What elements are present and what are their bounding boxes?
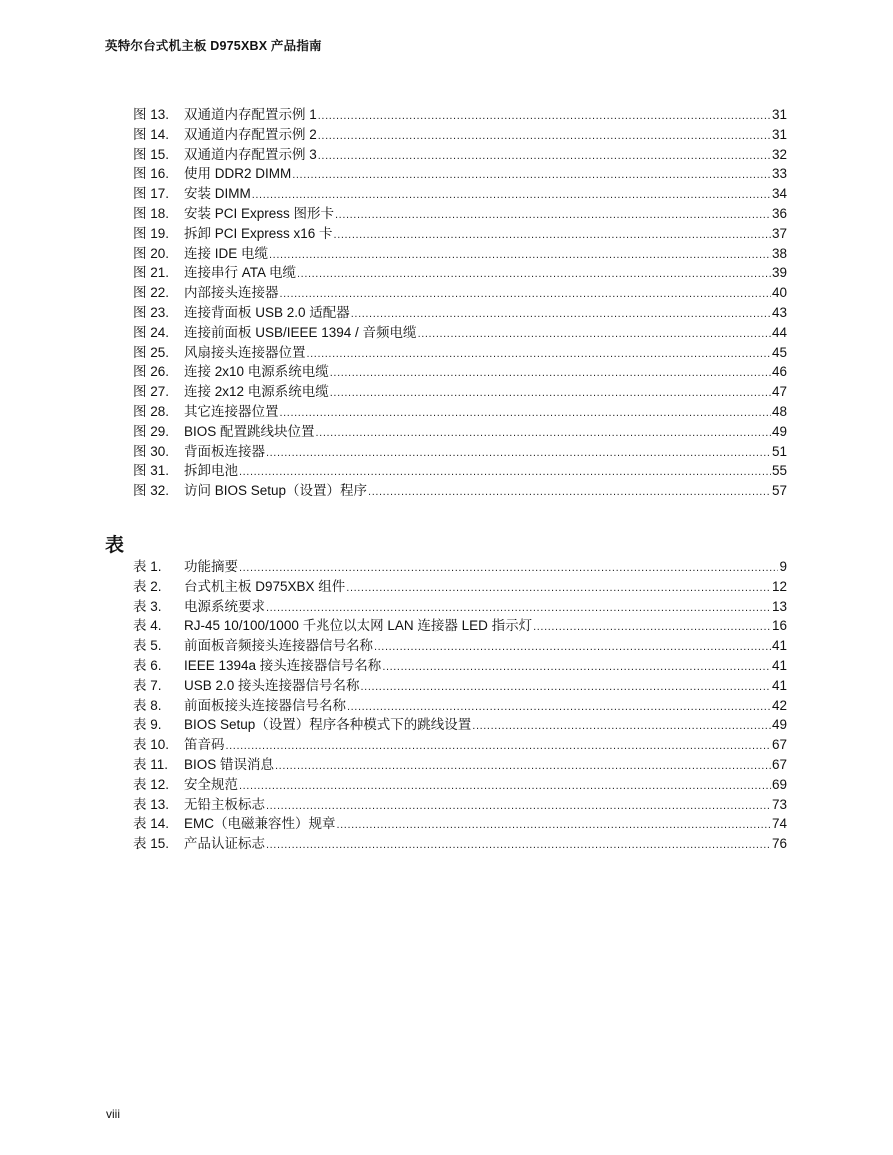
entry-number: 图 13. — [133, 107, 170, 122]
figure-entry[interactable] — [133, 422, 787, 442]
dot-leader — [533, 618, 771, 638]
entry-title: BIOS 配置跳线块位置 — [184, 423, 315, 439]
entry-title: 拆卸电池 — [184, 463, 238, 479]
table-entry[interactable] — [133, 755, 787, 775]
entry-number: 图 20. — [133, 245, 170, 261]
figure-entry[interactable] — [133, 402, 787, 422]
entry-title: 功能摘要 — [184, 559, 238, 574]
entry-page-number: 31 — [771, 126, 787, 142]
entry-number: 图 19. — [133, 225, 170, 241]
entry-title: 产品认证标志 — [184, 836, 265, 852]
entry-number: 表 8. — [133, 697, 162, 713]
figure-entry[interactable] — [133, 442, 787, 462]
entry-page-number: 41 — [771, 638, 787, 654]
figure-entry[interactable] — [133, 125, 787, 145]
table-entry[interactable] — [133, 814, 787, 834]
entry-page-number: 57 — [771, 483, 787, 499]
entry-number: 表 1. — [133, 559, 162, 574]
entry-page-number: 38 — [771, 245, 787, 261]
entry-page-number: 67 — [771, 756, 787, 772]
entry-number: 图 30. — [133, 443, 170, 459]
entry-title: 前面板音频接头连接器信号名称 — [184, 638, 373, 654]
table-entry[interactable] — [133, 597, 787, 617]
table-entry[interactable] — [133, 795, 787, 815]
entry-number: 表 6. — [133, 657, 162, 673]
table-entry[interactable] — [133, 676, 787, 696]
entry-title: 安装 PCI Express 图形卡 — [184, 205, 335, 221]
entry-page-number: 49 — [771, 423, 787, 439]
entry-page-number: 33 — [771, 166, 787, 182]
entry-number: 图 17. — [133, 186, 170, 202]
entry-title: BIOS Setup（设置）程序各种模式下的跳线设置 — [184, 717, 472, 733]
entry-title: 双通道内存配置示例 2 — [184, 126, 317, 142]
table-entry[interactable] — [133, 775, 787, 795]
dot-leader — [266, 444, 771, 464]
entry-page-number: 67 — [771, 737, 787, 753]
figure-entry[interactable] — [133, 481, 787, 501]
entry-number: 图 27. — [133, 384, 170, 400]
entry-title: 其它连接器位置 — [184, 403, 279, 419]
entry-number: 表 13. — [133, 796, 170, 812]
figure-entry[interactable] — [133, 343, 787, 363]
entry-title: 访问 BIOS Setup（设置）程序 — [184, 483, 368, 499]
entry-page-number: 51 — [771, 443, 787, 459]
figure-list — [133, 105, 787, 501]
entry-number: 表 3. — [133, 598, 162, 614]
entry-page-number: 49 — [771, 717, 787, 733]
dot-leader — [472, 717, 771, 737]
entry-page-number: 46 — [771, 364, 787, 380]
entry-title: 连接背面板 USB 2.0 适配器 — [184, 304, 350, 320]
entry-page-number: 41 — [771, 677, 787, 693]
figure-entry[interactable] — [133, 323, 787, 343]
entry-title: BIOS 错误消息 — [184, 756, 275, 772]
dot-leader — [374, 638, 771, 658]
table-entry[interactable] — [133, 577, 787, 597]
running-header: 英特尔台式机主板 D975XBX 产品指南 — [105, 39, 322, 53]
entry-page-number: 69 — [771, 776, 787, 792]
figure-entry[interactable] — [133, 283, 787, 303]
figure-entry[interactable] — [133, 145, 787, 165]
figure-entry[interactable] — [133, 244, 787, 264]
entry-page-number: 73 — [771, 796, 787, 812]
entry-title: 连接前面板 USB/IEEE 1394 / 音频电缆 — [184, 324, 417, 340]
entry-number: 图 32. — [133, 483, 170, 499]
entry-page-number: 13 — [771, 598, 787, 614]
dot-leader — [266, 836, 771, 856]
figure-entry[interactable] — [133, 164, 787, 184]
entry-page-number: 44 — [771, 324, 787, 340]
entry-title: 双通道内存配置示例 1 — [184, 107, 317, 122]
table-entry[interactable] — [133, 735, 787, 755]
entry-number: 表 11. — [133, 756, 169, 772]
entry-page-number: 47 — [771, 384, 787, 400]
entry-page-number: 41 — [771, 657, 787, 673]
dot-leader — [280, 404, 771, 424]
dot-leader — [280, 285, 771, 305]
entry-title: 无铅主板标志 — [184, 796, 265, 812]
entry-title: 使用 DDR2 DIMM — [184, 166, 292, 182]
dot-leader — [226, 737, 771, 757]
entry-title: EMC（电磁兼容性）规章 — [184, 816, 336, 832]
entry-page-number: 31 — [771, 107, 787, 122]
table-entry[interactable] — [133, 636, 787, 656]
entry-number: 表 7. — [133, 677, 162, 693]
figure-entry[interactable] — [133, 303, 787, 323]
entry-title: RJ-45 10/100/1000 千兆位以太网 LAN 连接器 LED 指示灯 — [184, 618, 533, 634]
dot-leader — [330, 364, 771, 384]
entry-title: 背面板连接器 — [184, 443, 265, 459]
dot-leader — [318, 107, 771, 127]
entry-number: 图 26. — [133, 364, 170, 380]
entry-number: 图 14. — [133, 126, 170, 142]
entry-number: 图 25. — [133, 344, 170, 360]
table-list — [133, 557, 787, 854]
dot-leader — [346, 579, 771, 599]
entry-page-number: 40 — [771, 285, 787, 301]
entry-page-number: 34 — [771, 186, 787, 202]
dot-leader — [292, 166, 771, 186]
entry-number: 表 9. — [133, 717, 162, 733]
table-entry[interactable] — [133, 834, 787, 854]
table-entry[interactable] — [133, 616, 787, 636]
entry-title: 连接 IDE 电缆 — [184, 245, 269, 261]
entry-title: IEEE 1394a 接头连接器信号名称 — [184, 657, 382, 673]
entry-number: 表 14. — [133, 816, 170, 832]
entry-page-number: 45 — [771, 344, 787, 360]
dot-leader — [368, 483, 771, 503]
entry-page-number: 55 — [771, 463, 787, 479]
figure-entry[interactable] — [133, 184, 787, 204]
entry-title: 笛音码 — [184, 737, 225, 753]
dot-leader — [307, 345, 771, 365]
entry-number: 表 12. — [133, 776, 170, 792]
dot-leader — [334, 226, 771, 246]
entry-title: 内部接头连接器 — [184, 285, 279, 301]
table-entry[interactable] — [133, 696, 787, 716]
entry-number: 表 4. — [133, 618, 162, 634]
dot-leader — [337, 816, 771, 836]
entry-number: 图 16. — [133, 166, 170, 182]
entry-page-number: 9 — [779, 559, 787, 574]
dot-leader — [239, 777, 771, 797]
entry-title: 风扇接头连接器位置 — [184, 344, 306, 360]
entry-page-number: 43 — [771, 304, 787, 320]
entry-title: 台式机主板 D975XBX 组件 — [184, 578, 346, 594]
figure-entry[interactable] — [133, 263, 787, 283]
figure-entry[interactable] — [133, 204, 787, 224]
entry-page-number: 74 — [771, 816, 787, 832]
figure-entry[interactable] — [133, 105, 787, 125]
entry-number: 表 15. — [133, 836, 170, 852]
entry-number: 图 28. — [133, 403, 170, 419]
entry-title: 连接 2x10 电源系统电缆 — [184, 364, 329, 380]
dot-leader — [275, 757, 771, 777]
entry-page-number: 16 — [771, 618, 787, 634]
entry-number: 图 22. — [133, 285, 170, 301]
dot-leader — [382, 658, 771, 678]
entry-number: 图 24. — [133, 324, 170, 340]
entry-page-number: 39 — [771, 265, 787, 281]
entry-title: 电源系统要求 — [184, 598, 265, 614]
entry-title: USB 2.0 接头连接器信号名称 — [184, 677, 360, 693]
entry-page-number: 32 — [771, 146, 787, 162]
figure-entry[interactable] — [133, 362, 787, 382]
dot-leader — [266, 797, 771, 817]
dot-leader — [316, 424, 771, 444]
entry-title: 拆卸 PCI Express x16 卡 — [184, 225, 333, 241]
entry-number: 图 18. — [133, 205, 170, 221]
entry-page-number: 42 — [771, 697, 787, 713]
dot-leader — [297, 265, 771, 285]
entry-number: 表 5. — [133, 638, 162, 654]
entry-title: 前面板接头连接器信号名称 — [184, 697, 346, 713]
entry-title: 双通道内存配置示例 3 — [184, 146, 317, 162]
table-entry[interactable] — [133, 557, 787, 577]
dot-leader — [318, 147, 771, 167]
page-number: viii — [106, 1107, 120, 1121]
entry-number: 表 2. — [133, 578, 162, 594]
entry-title: 连接串行 ATA 电缆 — [184, 265, 297, 281]
entry-number: 图 21. — [133, 265, 170, 281]
entry-page-number: 36 — [771, 205, 787, 221]
entry-number: 表 10. — [133, 737, 170, 753]
entry-number: 图 29. — [133, 423, 170, 439]
dot-leader — [335, 206, 771, 226]
entry-page-number: 12 — [771, 578, 787, 594]
entry-page-number: 37 — [771, 225, 787, 241]
entry-number: 图 31. — [133, 463, 170, 479]
figure-entry[interactable] — [133, 382, 787, 402]
entry-page-number: 48 — [771, 403, 787, 419]
entry-title: 安全规范 — [184, 776, 238, 792]
tables-section-heading: 表 — [105, 535, 125, 556]
entry-title: 连接 2x12 电源系统电缆 — [184, 384, 329, 400]
entry-number: 图 15. — [133, 146, 170, 162]
entry-page-number: 76 — [771, 836, 787, 852]
dot-leader — [330, 384, 771, 404]
dot-leader — [418, 325, 771, 345]
entry-number: 图 23. — [133, 304, 170, 320]
dot-leader — [318, 127, 771, 147]
figure-entry[interactable] — [133, 461, 787, 481]
figure-entry[interactable] — [133, 224, 787, 244]
table-entry[interactable] — [133, 656, 787, 676]
entry-title: 安装 DIMM — [184, 186, 251, 202]
dot-leader — [361, 678, 771, 698]
dot-leader — [269, 246, 771, 266]
table-entry[interactable] — [133, 715, 787, 735]
